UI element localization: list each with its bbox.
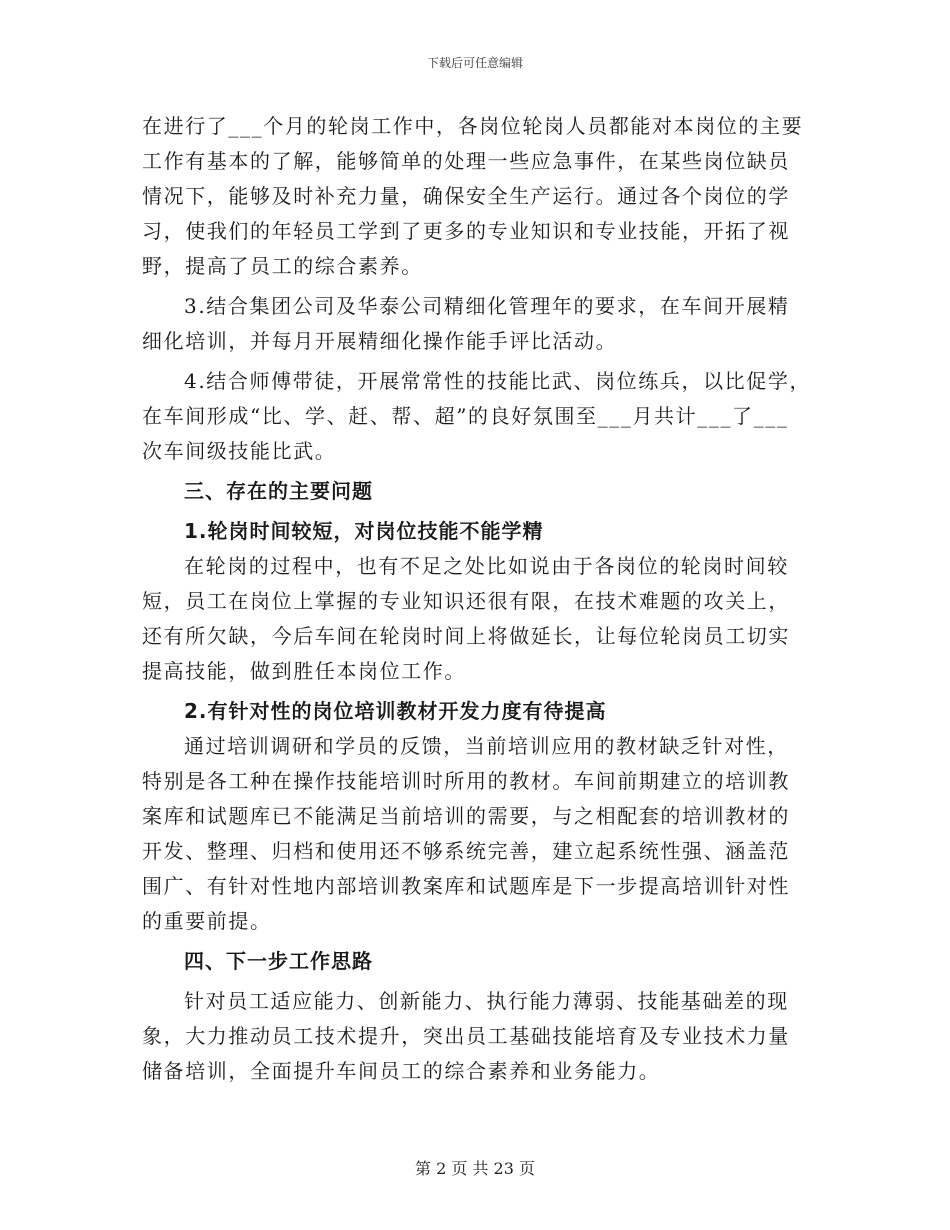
body-line: 特别是各工种在操作技能培训时所用的教材。车间前期建立的培训教 [142,769,790,793]
body-line: 工作有基本的了解，能够简单的处理一些应急事件，在某些岗位缺员 [142,149,790,173]
document-body [142,109,812,1089]
paragraph-line: 在轮岗的过程中，也有不足之处比如说由于各岗位的轮岗时间较 [184,554,789,578]
body-line: 在进行了___个月的轮岗工作中，各岗位轮岗人员都能对本岗位的主要 [142,114,804,138]
body-line: 短，员工在岗位上掌握的专业知识还很有限，在技术难题的攻关上， [142,589,790,613]
body-line: 开发、整理、归档和使用还不够系统完善，建立起系统性强、涵盖范 [142,839,790,863]
section-heading-next-steps: 四、下一步工作思路 [184,949,373,973]
list-item-4-line: 4.结合师傅带徒，开展常常性的技能比武、岗位练兵，以比促学， [184,369,812,393]
body-line: 还有所欠缺，今后车间在轮岗时间上将做延长，让每位轮岗员工切实 [142,624,790,648]
body-line: 的重要前提。 [142,909,272,933]
body-line: 细化培训，并每月开展精细化操作能手评比活动。 [142,329,618,353]
body-line: 在车间形成“比、学、赶、帮、超”的良好氛围至___月共计___了___ [142,404,789,428]
body-line: 围广、有针对性地内部培训教案库和试题库是下一步提高培训针对性 [142,874,790,898]
body-line: 案库和试题库已不能满足当前培训的需要，与之相配套的培训教材的 [142,804,790,828]
subheading-rotation: 1.轮岗时间较短，对岗位技能不能学精 [184,519,544,543]
paragraph-line: 通过培训调研和学员的反馈，当前培训应用的教材缺乏针对性， [184,734,789,758]
body-line: 象，大力推动员工技术提升，突出员工基础技能培育及专业技术力量 [142,1024,790,1048]
body-line: 情况下，能够及时补充力量，确保安全生产运行。通过各个岗位的学 [142,184,790,208]
section-heading-problems: 三、存在的主要问题 [184,479,373,503]
body-line: 野，提高了员工的综合素养。 [142,254,423,278]
page-number: 第 2 页 共 23 页 [415,1159,535,1178]
body-line: 习，使我们的年轻员工学到了更多的专业知识和专业技能，开拓了视 [142,219,790,243]
body-line: 储备培训，全面提升车间员工的综合素养和业务能力。 [142,1059,661,1083]
body-line: 提高技能，做到胜任本岗位工作。 [142,659,466,683]
list-item-3-line: 3.结合集团公司及华泰公司精细化管理年的要求，在车间开展精 [184,294,790,318]
subheading-materials: 2.有针对性的岗位培训教材开发力度有待提高 [184,699,607,723]
body-line: 次车间级技能比武。 [142,439,337,463]
paragraph-line: 针对员工适应能力、创新能力、执行能力薄弱、技能基础差的现 [184,989,789,1013]
header-note: 下载后可任意编辑 [426,56,523,70]
